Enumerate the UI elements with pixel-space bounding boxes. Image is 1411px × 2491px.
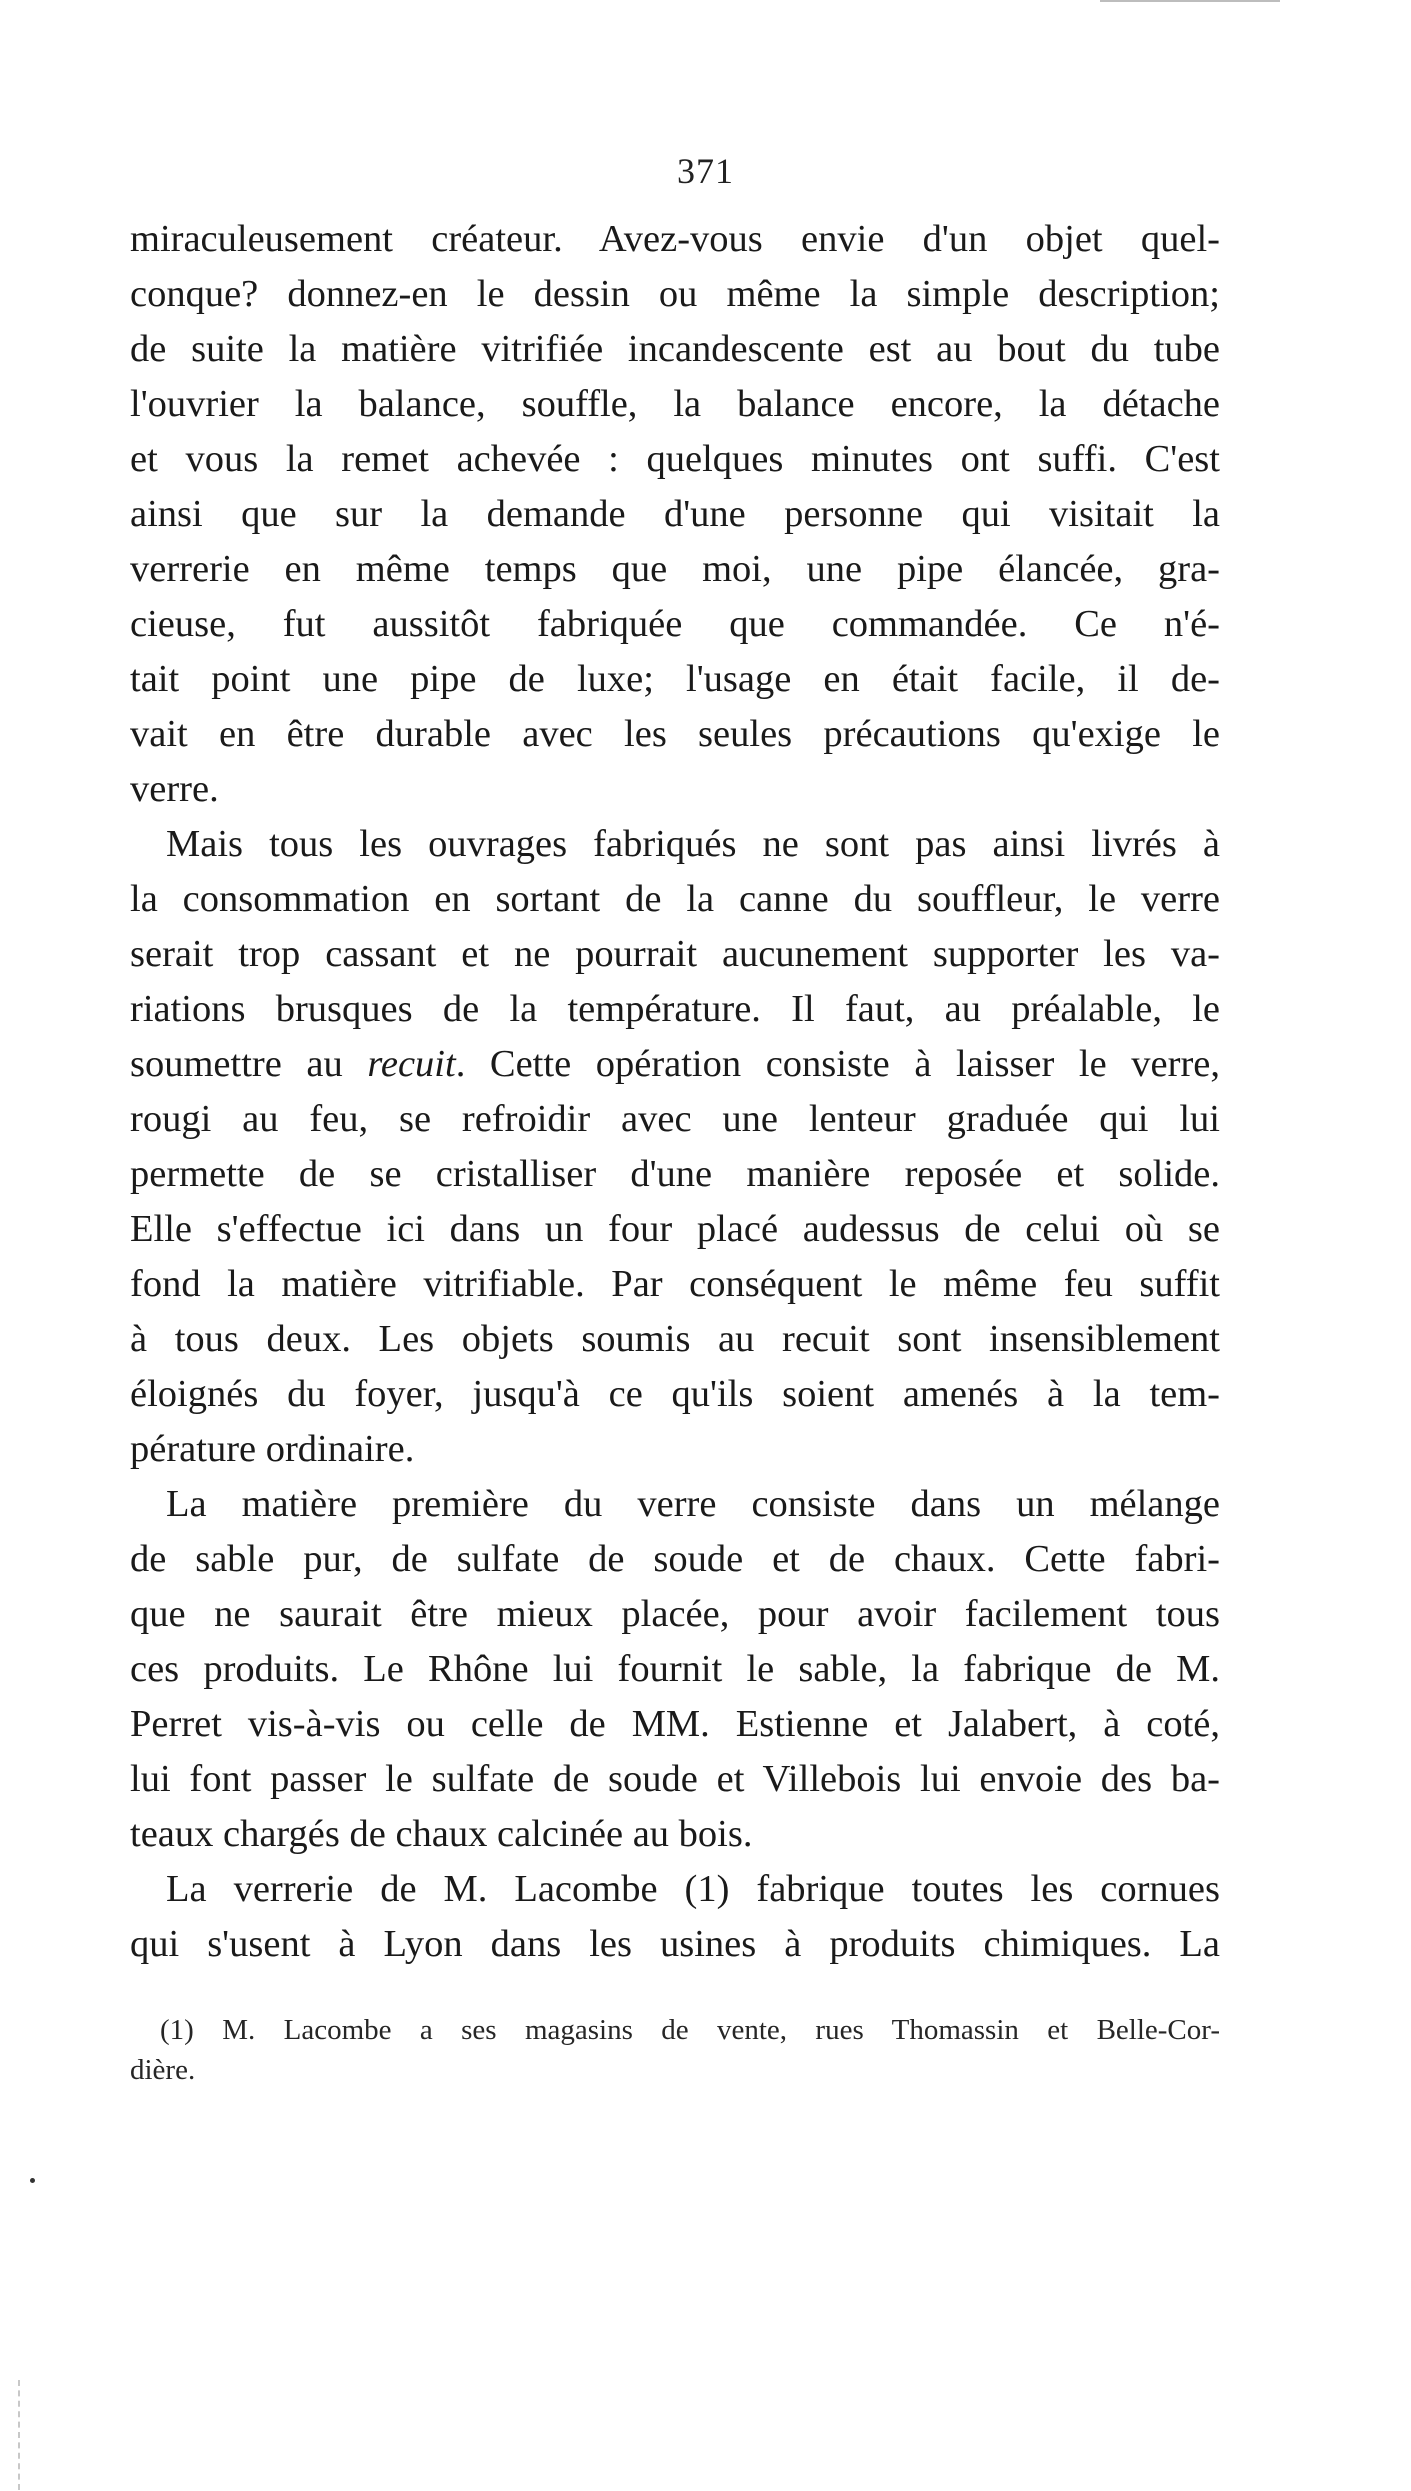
body-text: [130, 212, 1220, 1972]
text-line: de suite la matière vitrifiée incandescente est au bout du tube: [130, 328, 1220, 370]
text-line: tait point une pipe de luxe; l'usage en était facile, il de-: [130, 658, 1220, 700]
text-line: rougi au feu, se refroidir avec une lenteur graduée qui lui: [130, 1098, 1220, 1140]
text-line: et vous la remet achevée : quelques minutes ont suffi. C'est: [130, 438, 1220, 480]
text-line: Mais tous les ouvrages fabriqués ne sont pas ainsi livrés à: [166, 823, 1220, 865]
text-line: Perret vis-à-vis ou celle de MM. Estienne et Jalabert, à coté,: [130, 1703, 1220, 1745]
top-edge-rule: [1100, 0, 1280, 2]
text-line: fond la matière vitrifiable. Par conséquent le même feu suffit: [130, 1263, 1220, 1305]
page-number: 371: [677, 151, 734, 191]
text-line: lui font passer le sulfate de soude et Villebois lui envoie des ba-: [130, 1758, 1220, 1800]
text-line: vait en être durable avec les seules précautions qu'exige le: [130, 713, 1220, 755]
text-line: cieuse, fut aussitôt fabriquée que commandée. Ce n'é-: [130, 603, 1220, 645]
text-line: qui s'usent à Lyon dans les usines à produits chimiques. La: [130, 1923, 1220, 1965]
text-line: La verrerie de M. Lacombe (1) fabrique toutes les cornues: [166, 1868, 1220, 1910]
text-line: miraculeusement créateur. Avez-vous envie d'un objet quel-: [130, 218, 1220, 260]
text-line: Elle s'effectue ici dans un four placé audessus de celui où se: [130, 1208, 1220, 1250]
text-line: verrerie en même temps que moi, une pipe élancée, gra-: [130, 548, 1220, 590]
text-line: riations brusques de la température. Il faut, au préalable, le: [130, 988, 1220, 1030]
footnote-line: dière.: [130, 2054, 196, 2086]
text-line: éloignés du foyer, jusqu'à ce qu'ils soient amenés à la tem-: [130, 1373, 1220, 1415]
text-line: verre.: [130, 768, 219, 810]
ink-speck: [30, 2178, 35, 2183]
text-line: La matière première du verre consiste dans un mélange: [166, 1483, 1220, 1525]
text-line: de sable pur, de sulfate de soude et de chaux. Cette fabri-: [130, 1538, 1220, 1580]
text-line: conque? donnez-en le dessin ou même la simple description;: [130, 273, 1220, 315]
text-line-with-italic: [130, 1037, 1220, 1092]
footnote-line: (1) M. Lacombe a ses magasins de vente, rues Thomassin et Belle-Cor-: [160, 2014, 1220, 2046]
text-line: la consommation en sortant de la canne du souffleur, le verre: [130, 878, 1220, 920]
margin-scan-marks: [18, 2380, 22, 2490]
text-line: permette de se cristalliser d'une manière reposée et solide.: [130, 1153, 1220, 1195]
text-line: à tous deux. Les objets soumis au recuit sont insensiblement: [130, 1318, 1220, 1360]
recuit-line-text: soumettre au recuit. Cette opération consiste à laisser le verre,: [130, 1043, 1220, 1085]
text-line: serait trop cassant et ne pourrait aucunement supporter les va-: [130, 933, 1220, 975]
text-line: ces produits. Le Rhône lui fournit le sable, la fabrique de M.: [130, 1648, 1220, 1690]
text-line: pérature ordinaire.: [130, 1428, 415, 1470]
text-line: que ne saurait être mieux placée, pour avoir facilement tous: [130, 1593, 1220, 1635]
text-line: teaux chargés de chaux calcinée au bois.: [130, 1813, 753, 1855]
text-line: l'ouvrier la balance, souffle, la balance encore, la détache: [130, 383, 1220, 425]
italic-term: recuit: [367, 1043, 456, 1085]
text-line: ainsi que sur la demande d'une personne qui visitait la: [130, 493, 1220, 535]
footnote: [130, 2010, 1220, 2090]
